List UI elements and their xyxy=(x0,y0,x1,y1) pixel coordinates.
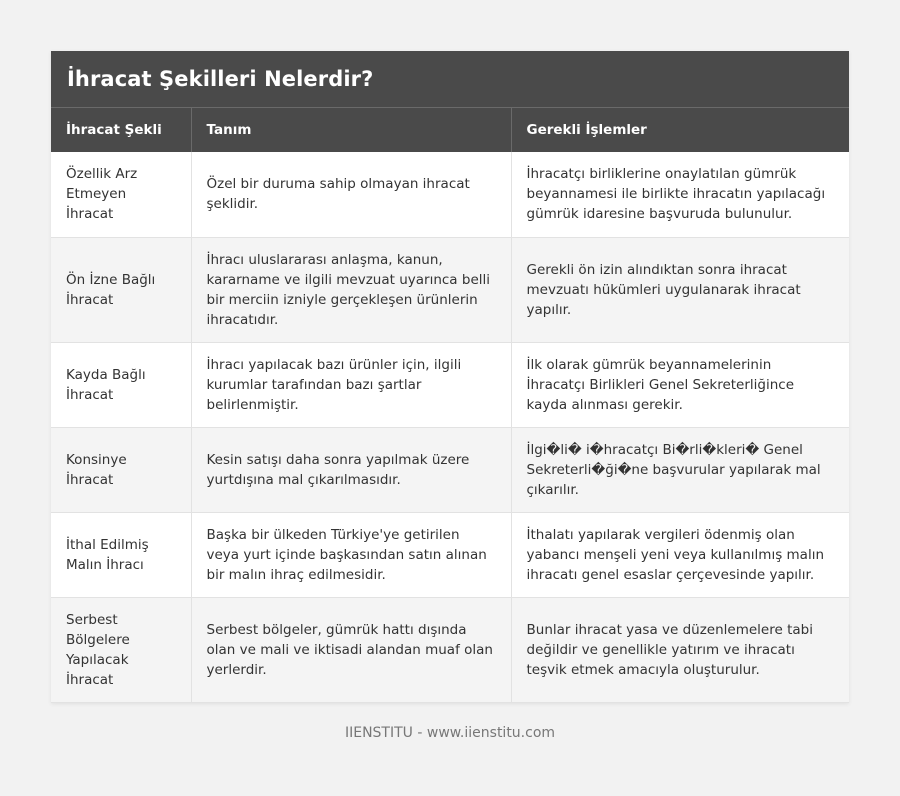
page-title: İhracat Şekilleri Nelerdir? xyxy=(67,67,374,91)
cell-procedure: Bunlar ihracat yasa ve düzenlemelere tabi değildir ve genellikle yatırım ve ihracatı teşvik etmek amacıyla oluşturulur. xyxy=(511,597,849,702)
cell-definition: İhracı yapılacak bazı ürünler için, ilgili kurumlar tarafından bazı şartlar belirlenmiştir. xyxy=(191,342,511,427)
table-row xyxy=(51,152,849,237)
footer-credit: IIENSTITU - www.iienstitu.com xyxy=(344,725,556,741)
cell-definition: Kesin satışı daha sonra yapılmak üzere yurtdışına mal çıkarılmasıdır. xyxy=(191,427,511,512)
cell-export-type: Kayda Bağlı İhracat xyxy=(51,342,191,427)
cell-definition: Başka bir ülkeden Türkiye'ye getirilen veya yurt içinde başkasından satın alınan bir malın ihraç edilmesidir. xyxy=(191,512,511,597)
title-bar xyxy=(51,51,849,108)
export-types-table xyxy=(51,108,849,703)
cell-procedure: İhracatçı birliklerine onaylatılan gümrük beyannamesi ile birlikte ihracatın yapılacağı gümrük idaresine başvuruda bulunulur. xyxy=(511,152,849,237)
column-header-export-type: İhracat Şekli xyxy=(51,108,191,152)
table-header-row xyxy=(51,108,849,152)
cell-export-type: Ön İzne Bağlı İhracat xyxy=(51,237,191,342)
cell-export-type: Serbest Bölgelere Yapılacak İhracat xyxy=(51,597,191,702)
info-card xyxy=(51,51,849,703)
column-header-definition: Tanım xyxy=(191,108,511,152)
cell-procedure: İthalatı yapılarak vergileri ödenmiş olan yabancı menşeli yeni veya kullanılmış malın ihracatı genel esaslar çerçevesinde yapılır. xyxy=(511,512,849,597)
cell-export-type: İthal Edilmiş Malın İhracı xyxy=(51,512,191,597)
table-row xyxy=(51,427,849,512)
column-header-procedures: Gerekli İşlemler xyxy=(511,108,849,152)
cell-definition: İhracı uluslararası anlaşma, kanun, kararname ve ilgili mevzuat uyarınca belli bir merciin izniyle gerçekleşen ürünlerin ihracatıdır. xyxy=(191,237,511,342)
table-row xyxy=(51,512,849,597)
cell-procedure: İlk olarak gümrük beyannamelerinin İhracatçı Birlikleri Genel Sekreterliğince kayda alınması gerekir. xyxy=(511,342,849,427)
cell-procedure: Gerekli ön izin alındıktan sonra ihracat mevzuatı hükümleri uygulanarak ihracat yapılır. xyxy=(511,237,849,342)
table-row xyxy=(51,237,849,342)
table-row xyxy=(51,342,849,427)
cell-export-type: Özellik Arz Etmeyen İhracat xyxy=(51,152,191,237)
cell-export-type: Konsinye İhracat xyxy=(51,427,191,512)
cell-definition: Özel bir duruma sahip olmayan ihracat şeklidir. xyxy=(191,152,511,237)
cell-procedure: İlgi�li� i�hracatçı Bi�rli�kleri� Genel Sekreterli�ği�ne başvurular yapılarak mal çıkarılır. xyxy=(511,427,849,512)
table-row xyxy=(51,597,849,702)
cell-definition: Serbest bölgeler, gümrük hattı dışında olan ve mali ve iktisadi alandan muaf olan yerlerdir. xyxy=(191,597,511,702)
